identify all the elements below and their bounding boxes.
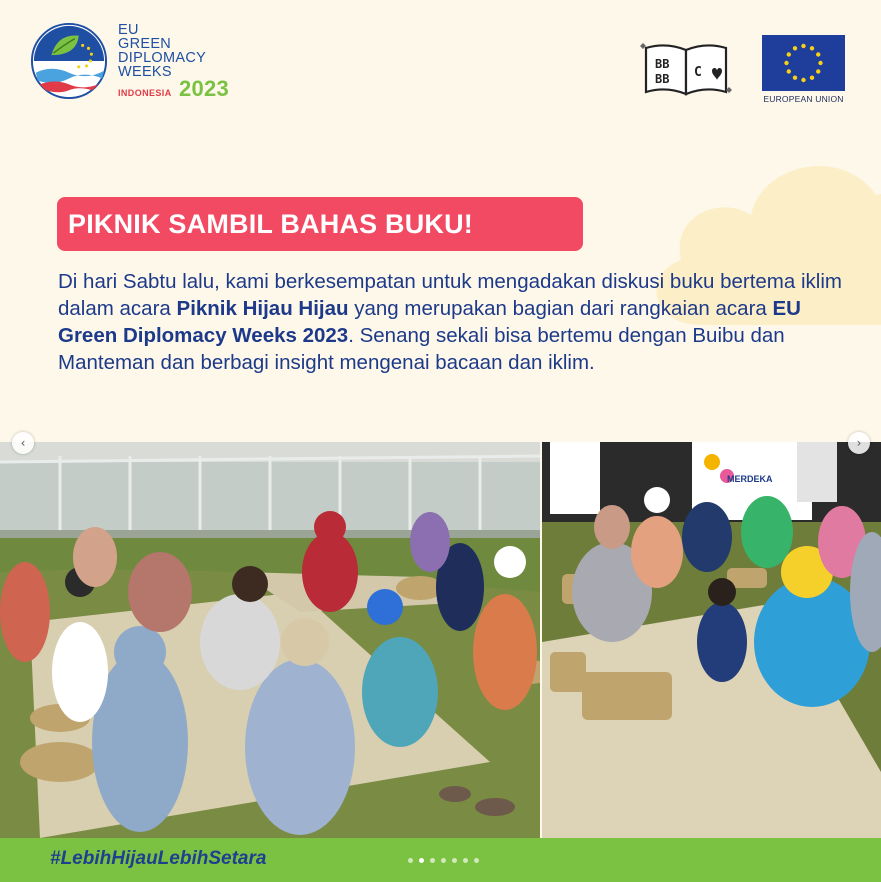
body-text-bold2: EU Green Diplomacy Weeks 2023 <box>58 297 801 347</box>
eu-flag-icon <box>762 35 845 91</box>
body-text-part2: yang merupakan bagian dari rangkaian acara <box>348 297 773 320</box>
eu-star <box>810 46 814 50</box>
eu-star <box>801 78 805 82</box>
book-club-logo <box>640 38 732 98</box>
hashtag: #LebihHijauLebihSetara <box>50 848 267 869</box>
post-body <box>58 268 858 376</box>
book-logo-text-1: BB <box>655 57 670 71</box>
eu-star <box>787 52 791 56</box>
carousel-dot[interactable] <box>452 858 457 863</box>
carousel-dot[interactable] <box>441 858 446 863</box>
event-logo-line3: DIPLOMACY <box>118 49 207 66</box>
eu-star <box>810 76 814 80</box>
carousel-prev-button[interactable]: ‹ <box>12 432 34 454</box>
body-text-bold1: Piknik Hijau Hijau <box>176 297 349 320</box>
carousel-next-button[interactable]: › <box>848 432 870 454</box>
post-title: PIKNIK SAMBIL BAHAS BUKU! <box>57 197 583 251</box>
eu-star <box>818 61 822 65</box>
book-logo-text-2: BB <box>655 72 670 86</box>
carousel-dot[interactable] <box>430 858 435 863</box>
event-logo-line1: EU <box>118 21 139 38</box>
picnic-photo-right <box>542 442 881 838</box>
carousel-dot[interactable] <box>474 858 479 863</box>
eu-star <box>816 69 820 73</box>
eu-star <box>784 61 788 65</box>
carousel-dot[interactable] <box>463 858 468 863</box>
picnic-photo-left <box>0 442 540 838</box>
eu-logo <box>762 35 845 104</box>
footer-bar <box>0 838 881 882</box>
eu-star <box>793 76 797 80</box>
eu-star <box>787 69 791 73</box>
carousel-dot[interactable] <box>419 858 424 863</box>
event-logo <box>30 22 229 100</box>
carousel-dots <box>408 858 479 863</box>
eu-star <box>801 44 805 48</box>
eu-logo-label: EUROPEAN UNION <box>763 94 844 104</box>
event-logo-year: 2023 <box>178 75 230 101</box>
banner-text: MERDEKA <box>727 474 773 484</box>
event-logo-line2: GREEN <box>118 35 172 52</box>
eu-star <box>816 52 820 56</box>
event-logo-line4: WEEKS <box>118 63 172 80</box>
carousel-dot[interactable] <box>408 858 413 863</box>
globe-leaf-icon <box>30 22 108 100</box>
photo-collage <box>0 442 881 838</box>
event-logo-country: INDONESIA <box>118 87 172 98</box>
book-logo-text-3: C <box>694 65 702 80</box>
eu-star <box>793 46 797 50</box>
body-text-part1: Di hari Sabtu lalu, kami berkesempatan untuk mengadakan diskusi buku bertema iklim dalam acara <box>58 270 842 320</box>
body-text-part3: . Senang sekali bisa bertemu dengan Buibu dan Manteman dan berbagi insight mengenai bacaan dan iklim. <box>58 324 785 374</box>
